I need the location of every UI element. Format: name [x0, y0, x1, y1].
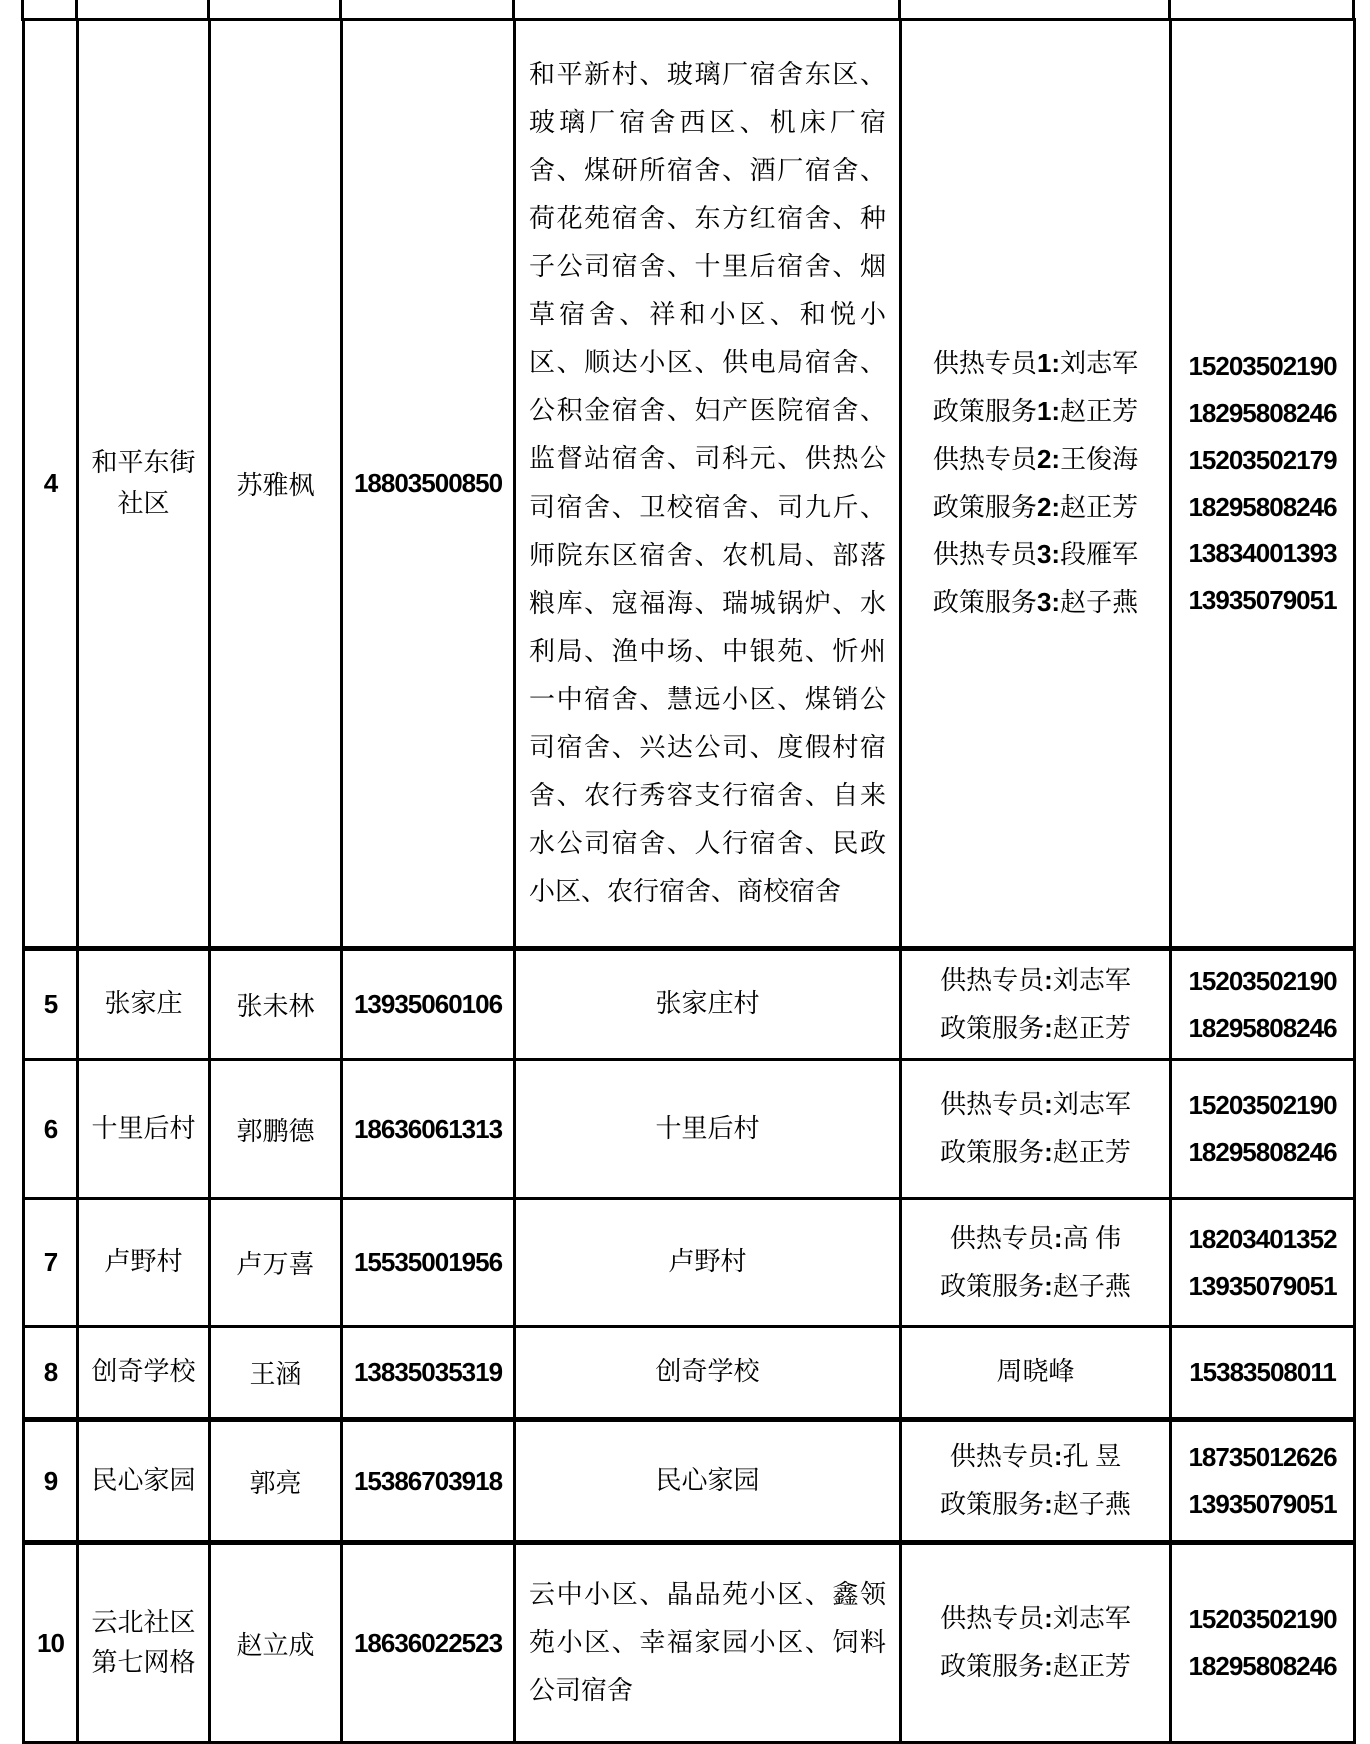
service-phone-line: 18295808246	[1188, 397, 1337, 428]
contact-name: 郭鹏德	[210, 1060, 342, 1199]
contact-phone: 18803500850	[342, 20, 515, 949]
service-phone-line: 18295808246	[1188, 491, 1337, 522]
service-staff	[901, 1199, 1171, 1327]
community-name	[78, 1199, 210, 1327]
service-phone-line: 15383508011	[1189, 1357, 1336, 1388]
community-name-line: 和平东街	[91, 448, 196, 478]
contact-phone: 18636061313	[342, 1060, 515, 1199]
contact-name: 苏雅枫	[210, 20, 342, 949]
contact-phone: 13835035319	[342, 1327, 515, 1420]
table-row	[24, 1199, 1355, 1327]
service-staff	[901, 1060, 1171, 1199]
community-name-line: 卢野村	[104, 1247, 183, 1277]
community-name	[78, 949, 210, 1060]
service-staff-line: 供热专员:刘志军	[940, 1089, 1131, 1120]
contact-table	[22, 18, 1356, 1744]
service-phone-line: 18295808246	[1188, 1012, 1337, 1043]
coverage-area: 十里后村	[515, 1060, 901, 1199]
service-phone-line: 18203401352	[1188, 1223, 1337, 1254]
contact-name: 王涵	[210, 1327, 342, 1420]
service-phone-line: 15203502190	[1188, 965, 1337, 996]
community-name-line: 云北社区	[91, 1607, 196, 1637]
service-staff-line: 政策服务:赵子燕	[940, 1270, 1131, 1301]
service-phone-line: 13935079051	[1188, 1270, 1337, 1301]
service-staff-line: 供热专员:刘志军	[940, 1603, 1131, 1634]
service-staff-line: 政策服务2:赵正芳	[932, 491, 1139, 522]
service-staff-line: 政策服务:赵子燕	[940, 1489, 1131, 1519]
coverage-area: 张家庄村	[515, 949, 901, 1060]
service-staff-line: 供热专员:高 伟	[949, 1222, 1122, 1253]
coverage-area: 创奇学校	[515, 1327, 901, 1420]
service-staff-line: 供热专员:孔 昱	[949, 1441, 1122, 1472]
contact-name: 郭亮	[210, 1420, 342, 1543]
row-index: 7	[24, 1199, 78, 1327]
service-phones	[1171, 1060, 1355, 1199]
community-name-line: 创奇学校	[91, 1357, 196, 1387]
service-staff-line: 供热专员3:段雁军	[932, 539, 1139, 570]
service-phone-line: 18295808246	[1188, 1137, 1337, 1167]
table-row	[24, 1060, 1355, 1199]
service-staff	[901, 949, 1171, 1060]
service-phones	[1171, 1543, 1355, 1743]
service-staff-line: 周晓峰	[996, 1357, 1075, 1387]
coverage-area: 和平新村、玻璃厂宿舍东区、玻璃厂宿舍西区、机床厂宿舍、煤研所宿舍、酒厂宿舍、荷花苑宿舍、东方红宿舍、种子公司宿舍、十里后宿舍、烟草宿舍、祥和小区、和悦小区、顺达小区、供电局宿舍、公积金宿舍、妇产医院宿舍、监督站宿舍、司科元、供热公司宿舍、卫校宿舍、司九斤、师院东区宿舍、农机局、部落粮库、寇福海、瑞城锅炉、水利局、渔中场、中银苑、忻州一中宿舍、慧远小区、煤销公司宿舍、兴达公司、度假村宿舍、农行秀容支行宿舍、自来水公司宿舍、人行宿舍、民政小区、农行宿舍、商校宿舍	[515, 20, 901, 949]
community-name-line: 张家庄	[104, 989, 183, 1019]
service-staff	[901, 1543, 1171, 1743]
community-name-line: 第七网格	[91, 1648, 196, 1677]
community-name	[78, 1060, 210, 1199]
service-phones	[1171, 1327, 1355, 1420]
service-staff-line: 政策服务:赵正芳	[940, 1651, 1131, 1681]
table-body	[24, 20, 1355, 1743]
row-index: 5	[24, 949, 78, 1060]
service-staff	[901, 1420, 1171, 1543]
contact-name: 赵立成	[210, 1543, 342, 1743]
service-phone-line: 13935079051	[1188, 585, 1337, 616]
row-index: 10	[24, 1543, 78, 1743]
contact-phone: 18636022523	[342, 1543, 515, 1743]
service-staff-line: 政策服务1:赵正芳	[932, 395, 1139, 426]
row-index: 4	[24, 20, 78, 949]
coverage-area: 云中小区、晶品苑小区、鑫领苑小区、幸福家园小区、饲料公司宿舍	[515, 1543, 901, 1743]
service-staff-line: 供热专员2:王俊海	[932, 443, 1139, 474]
service-phones	[1171, 1199, 1355, 1327]
service-staff-line: 供热专员:刘志军	[940, 964, 1131, 995]
service-phones	[1171, 20, 1355, 949]
service-staff-line: 政策服务:赵正芳	[940, 1012, 1131, 1043]
service-staff	[901, 20, 1171, 949]
service-staff-line: 政策服务3:赵子燕	[932, 587, 1139, 618]
row-index: 8	[24, 1327, 78, 1420]
service-phone-line: 18295808246	[1188, 1651, 1337, 1681]
service-phone-line: 15203502190	[1188, 351, 1337, 382]
coverage-area: 卢野村	[515, 1199, 901, 1327]
service-phone-line: 13935079051	[1188, 1489, 1337, 1519]
table-row	[24, 1327, 1355, 1420]
service-phone-line: 13834001393	[1188, 538, 1337, 569]
service-staff-line: 政策服务:赵正芳	[940, 1137, 1131, 1167]
service-staff-line: 供热专员1:刘志军	[932, 348, 1139, 379]
community-name-line: 十里后村	[91, 1113, 196, 1143]
service-phones	[1171, 949, 1355, 1060]
row-index: 6	[24, 1060, 78, 1199]
contact-phone: 15535001956	[342, 1199, 515, 1327]
service-staff	[901, 1327, 1171, 1420]
community-name	[78, 1543, 210, 1743]
contact-name: 卢万喜	[210, 1199, 342, 1327]
table-row	[24, 949, 1355, 1060]
contact-phone: 13935060106	[342, 949, 515, 1060]
service-phone-line: 18735012626	[1188, 1442, 1337, 1473]
community-name-line: 民心家园	[91, 1465, 196, 1495]
service-phones	[1171, 1420, 1355, 1543]
table-row	[24, 1543, 1355, 1743]
service-phone-line: 15203502190	[1188, 1604, 1337, 1635]
row-index: 9	[24, 1420, 78, 1543]
coverage-area: 民心家园	[515, 1420, 901, 1543]
community-name	[78, 20, 210, 949]
contact-phone: 15386703918	[342, 1420, 515, 1543]
community-name	[78, 1327, 210, 1420]
service-phone-line: 15203502179	[1188, 444, 1337, 475]
community-name	[78, 1420, 210, 1543]
table-row	[24, 20, 1355, 949]
table-row	[24, 1420, 1355, 1543]
community-name-line: 社区	[117, 488, 170, 518]
service-phone-line: 15203502190	[1188, 1090, 1337, 1121]
contact-name: 张未林	[210, 949, 342, 1060]
